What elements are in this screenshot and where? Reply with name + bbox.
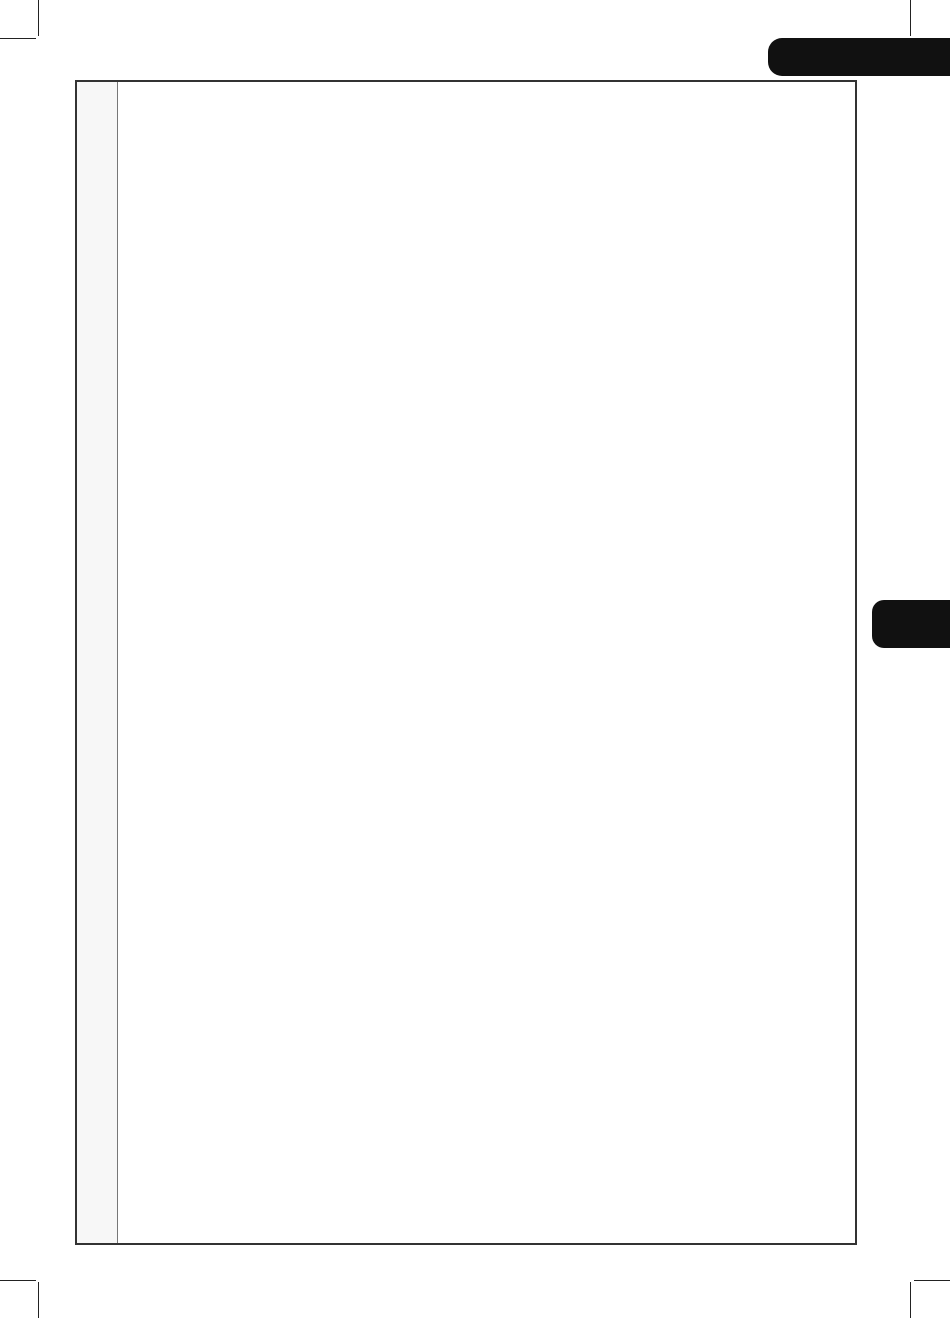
crop-mark (910, 1282, 911, 1318)
brand-logo (768, 38, 950, 76)
table-side-strip (77, 82, 118, 1243)
crop-mark (38, 0, 39, 36)
language-tab (872, 600, 950, 648)
crop-mark (38, 1282, 39, 1318)
parameter-table-rotated (118, 80, 858, 1245)
parameter-table (118, 80, 858, 1245)
parameter-table-wrapper (118, 80, 858, 1245)
crop-mark (0, 38, 36, 39)
crop-mark (0, 1280, 36, 1281)
crop-mark (914, 1280, 950, 1281)
table-header (118, 80, 858, 438)
crop-mark (910, 0, 911, 36)
parameter-rows (118, 438, 858, 1245)
